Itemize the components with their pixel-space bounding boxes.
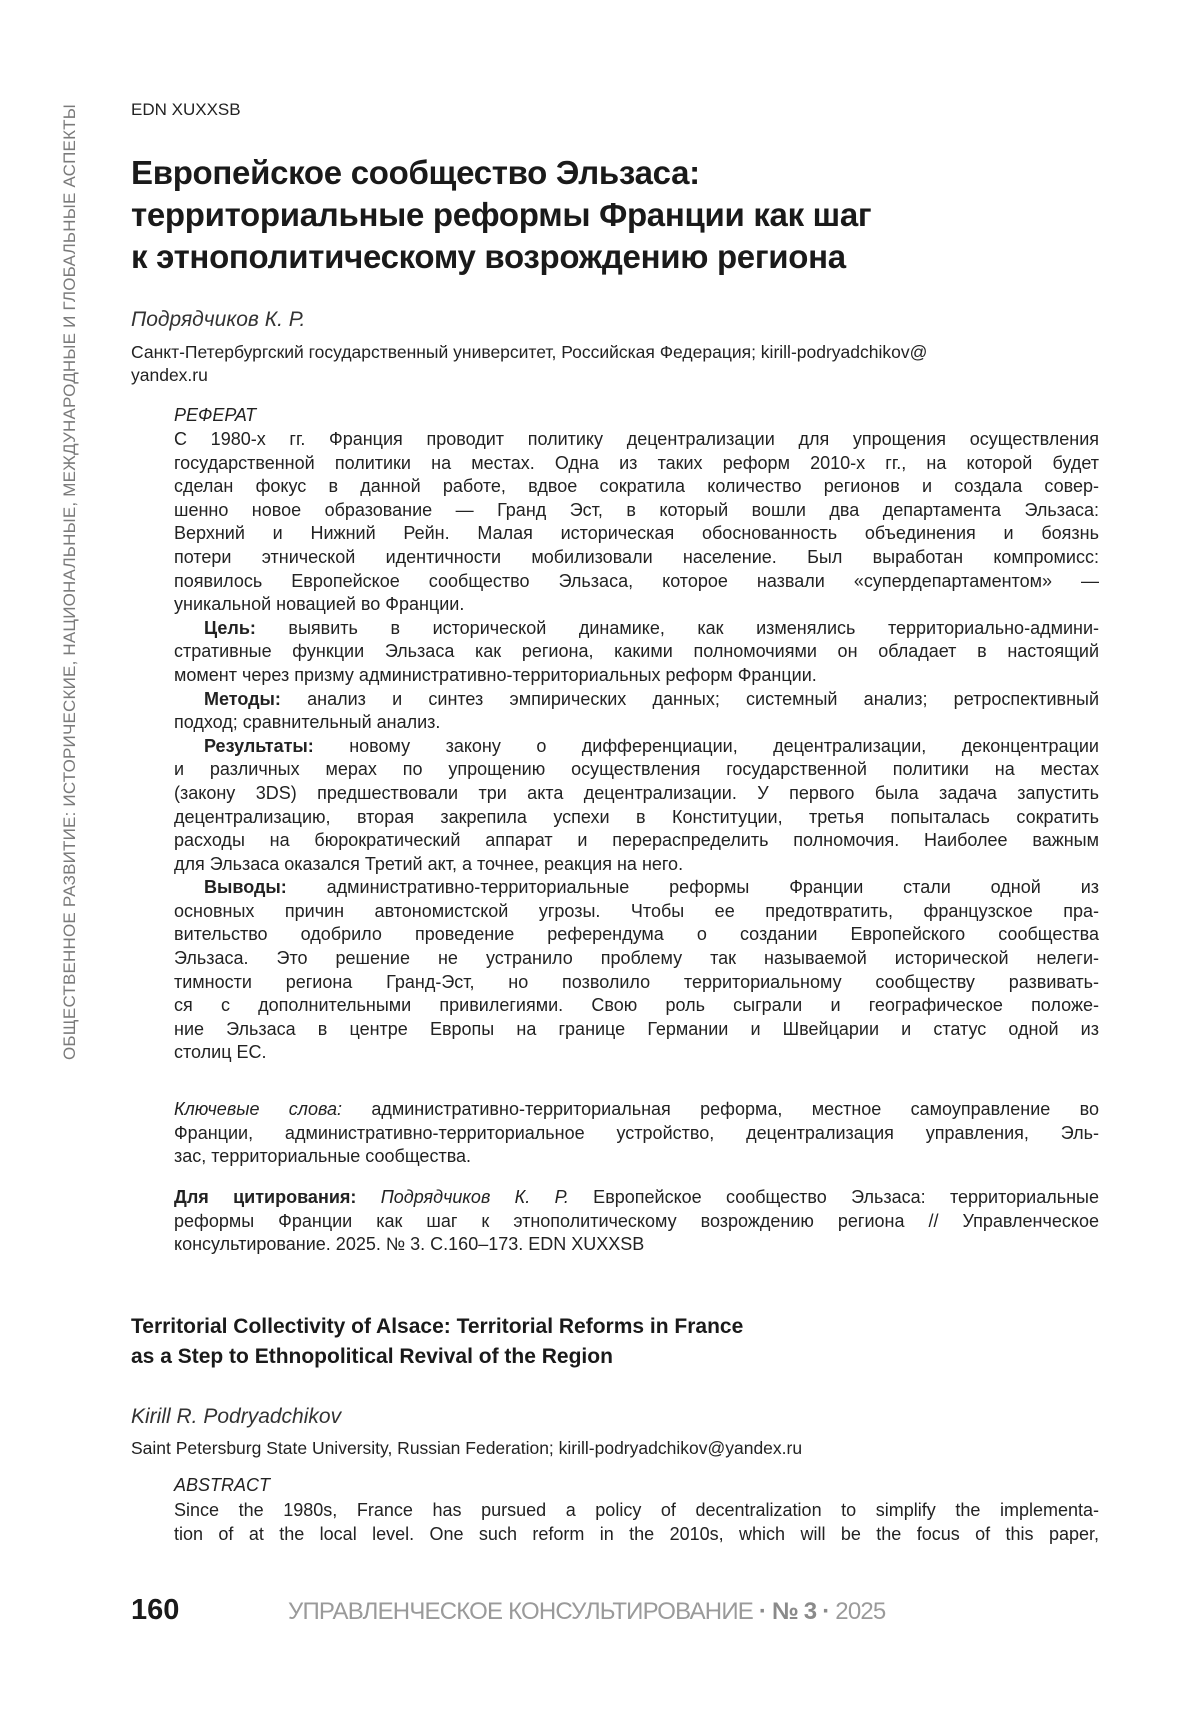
- line-text: административно-территориальные реформы Франции стали одной из: [287, 877, 1099, 897]
- text-line: [174, 617, 1099, 641]
- text-line: государственной политики на местах. Одна из таких реформ 2010-х гг., на которой будет: [174, 452, 1099, 476]
- separator-dot: ·: [822, 1598, 829, 1625]
- journal-name: УПРАВЛЕНЧЕСКОЕ КОНСУЛЬТИРОВАНИЕ: [288, 1598, 753, 1625]
- separator-dot: ·: [759, 1598, 766, 1625]
- paragraph: [174, 1499, 1099, 1546]
- text-line: вительство одобрило проведение референдума о создании Европейского сообщества: [174, 923, 1099, 947]
- text-line: tion of at the local level. One such reform in the 2010s, which will be the focus of this paper,: [174, 1523, 1099, 1547]
- author-ru: Подрядчиков К. Р.: [131, 308, 305, 332]
- text-line: [174, 735, 1099, 759]
- paragraph: [174, 735, 1099, 877]
- paragraph: [174, 876, 1099, 1065]
- text-line: для Эльзаса оказался Третий акт, а точнее, реакция на него.: [174, 853, 1099, 877]
- paragraph-label: Ключевые слова:: [174, 1099, 342, 1119]
- paragraph: [174, 1098, 1099, 1169]
- text-line: реформы Франции как шаг к этнополитическому возрождению региона // Управленческое: [174, 1210, 1099, 1234]
- text-line: момент через призму административно-территориальных реформ Франции.: [174, 664, 1099, 688]
- text-line: ние Эльзаса в центре Европы на границе Германии и Швейцарии и статус одной из: [174, 1018, 1099, 1042]
- line-text: административно-территориальная реформа, местное самоуправление во: [342, 1099, 1099, 1119]
- keywords: [174, 1098, 1099, 1169]
- text-line: тимности региона Гранд-Эст, но позволило территориальному сообществу развивать-: [174, 971, 1099, 995]
- title-line: к этнополитическому возрождению региона: [131, 236, 871, 278]
- page-number: 160: [131, 1594, 179, 1627]
- text-line: [174, 876, 1099, 900]
- title-line: Европейское сообщество Эльзаса:: [131, 152, 871, 194]
- affiliation-en: Saint Petersburg State University, Russian Federation; kirill-podryadchikov@yandex.ru: [131, 1437, 802, 1460]
- paragraph: [174, 1186, 1099, 1257]
- abstract-heading-ru: РЕФЕРАТ: [174, 405, 256, 426]
- paragraph-label: Для цитирования:: [174, 1187, 356, 1207]
- text-line: [174, 1186, 1099, 1210]
- text-line: потери этнической идентичности мобилизовали население. Был выработан компромисс:: [174, 546, 1099, 570]
- text-line: столиц ЕС.: [174, 1041, 1099, 1065]
- text-line: Since the 1980s, France has pursued a policy of decentralization to simplify the implementa-: [174, 1499, 1099, 1523]
- text-line: зас, территориальные сообщества.: [174, 1145, 1099, 1169]
- edn-code: EDN XUXXSB: [131, 100, 241, 120]
- line-text: новому закону о дифференциации, децентрализации, деконцентрации: [314, 736, 1099, 756]
- affiliation-line: Санкт-Петербургский государственный университет, Российская Федерация; kirill-podryadchikov@: [131, 341, 927, 364]
- paragraph: [174, 428, 1099, 617]
- text-line: расходы на бюрократический аппарат и перераспределить полномочия. Наиболее важным: [174, 829, 1099, 853]
- text-line: Эльзаса. Это решение не устранило проблему так называемой исторической нелеги-: [174, 947, 1099, 971]
- paragraph: [174, 688, 1099, 735]
- article-title-ru: [131, 152, 871, 278]
- journal-footer: [288, 1598, 885, 1626]
- text-line: подход; сравнительный анализ.: [174, 711, 1099, 735]
- text-line: ся с дополнительными привилегиями. Свою роль сыграли и географическое положе-: [174, 994, 1099, 1018]
- paragraph-label: Методы:: [204, 689, 281, 709]
- paragraph-label: Результаты:: [204, 736, 314, 756]
- text-line: [174, 1098, 1099, 1122]
- text-line: консультирование. 2025. № 3. С.160–173. EDN XUXXSB: [174, 1233, 1099, 1257]
- line-text: выявить в исторической динамике, как изменялись территориально-админи-: [256, 618, 1099, 638]
- text-line: сделан фокус в данной работе, вдвое сократила количество регионов и создала совер-: [174, 475, 1099, 499]
- title-line: территориальные реформы Франции как шаг: [131, 194, 871, 236]
- text-line: децентрализацию, вторая закрепила успехи в Конституции, третья попыталась сократить: [174, 806, 1099, 830]
- text-line: Франции, административно-территориальное устройство, децентрализация управления, Эль-: [174, 1122, 1099, 1146]
- citation: [174, 1186, 1099, 1257]
- paragraph-label: Выводы:: [204, 877, 287, 897]
- running-head-vertical: ОБЩЕСТВЕННОЕ РАЗВИТИЕ: ИСТОРИЧЕСКИЕ, НАЦИОНАЛЬНЫЕ, МЕЖДУНАРОДНЫЕ И ГЛОБАЛЬНЫЕ АСПЕКТЫ: [60, 100, 80, 1060]
- abstract-en: [174, 1499, 1099, 1546]
- affiliation-line: yandex.ru: [131, 364, 927, 387]
- text-line: появилось Европейское сообщество Эльзаса, которое назвали «супердепартаментом» —: [174, 570, 1099, 594]
- text-line: [174, 688, 1099, 712]
- line-text: анализ и синтез эмпирических данных; системный анализ; ретроспективный: [281, 689, 1099, 709]
- text-line: шенно новое образование — Гранд Эст, в который вошли два департамента Эльзаса:: [174, 499, 1099, 523]
- journal-year: 2025: [835, 1598, 885, 1625]
- issue-number: № 3: [772, 1598, 816, 1625]
- paragraph: [174, 617, 1099, 688]
- title-line: as a Step to Ethnopolitical Revival of the Region: [131, 1342, 743, 1372]
- author-en: Kirill R. Podryadchikov: [131, 1405, 341, 1429]
- text-line: Верхний и Нижний Рейн. Малая историческая обоснованность объединения и боязнь: [174, 522, 1099, 546]
- paragraph-label: Цель:: [204, 618, 256, 638]
- text-line: С 1980-х гг. Франция проводит политику децентрализации для упрощения осуществления: [174, 428, 1099, 452]
- abstract-ru: [174, 428, 1099, 1065]
- affiliation-ru: [131, 341, 927, 387]
- text-line: основных причин автономистской угрозы. Чтобы ее предотвратить, французское пра-: [174, 900, 1099, 924]
- text-line: и различных мерах по упрощению осуществления государственной политики на местах: [174, 758, 1099, 782]
- line-text: Европейское сообщество Эльзаса: территориальные: [569, 1187, 1099, 1207]
- article-title-en: [131, 1312, 743, 1372]
- text-line: стративные функции Эльзаса как региона, какими полномочиями он обладает в настоящий: [174, 640, 1099, 664]
- text-line: (закону 3DS) предшествовали три акта децентрализации. У первого была задача запустить: [174, 782, 1099, 806]
- citation-author: Подрядчиков К. Р.: [356, 1187, 568, 1207]
- abstract-heading-en: ABSTRACT: [174, 1475, 270, 1496]
- text-line: уникальной новацией во Франции.: [174, 593, 1099, 617]
- title-line: Territorial Collectivity of Alsace: Territorial Reforms in France: [131, 1312, 743, 1342]
